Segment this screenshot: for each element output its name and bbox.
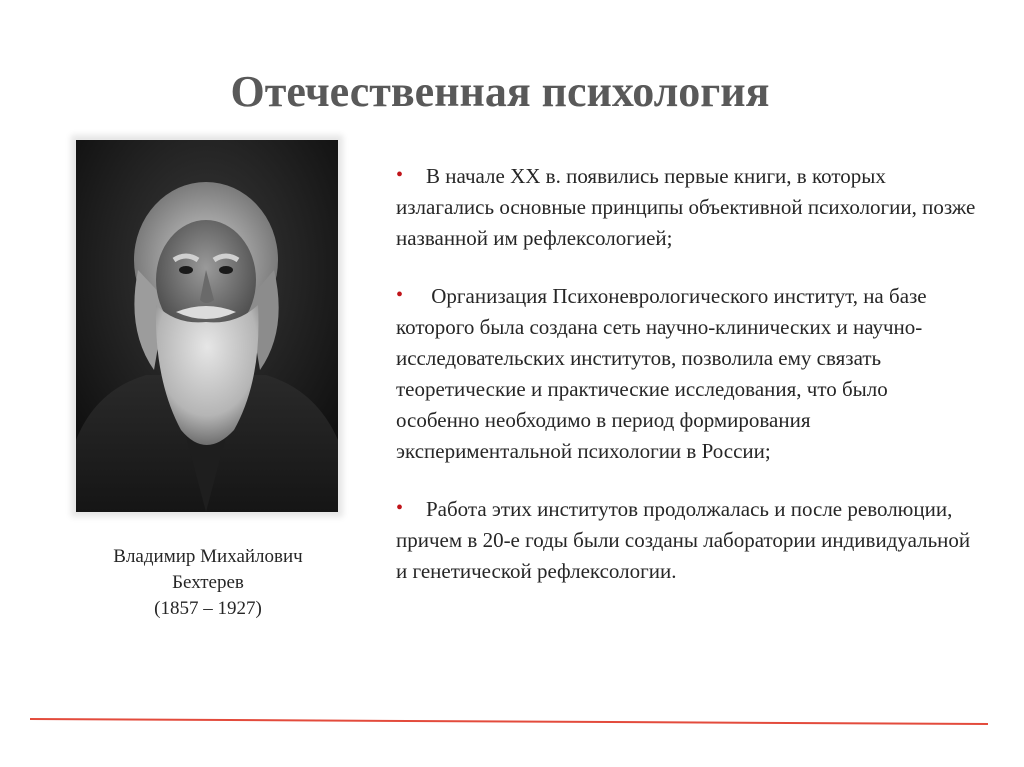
bullet-text: Работа этих институтов продолжалась и после революции, причем в 20-е годы были созданы лаборатории индивидуальной и генетической рефлексологии. — [396, 497, 971, 583]
bullet-list — [396, 160, 976, 613]
portrait-caption — [80, 544, 336, 622]
bullet-marker-icon: • — [396, 284, 404, 306]
bullet-text: Организация Психоневрологического институт, на базе которого была создана сеть научно-клинических и научно-исследовательских институтов, позволила ему связать теоретические и практические исследования, что было особенно необходимо в период формирования экспериментальной психологии в России; — [396, 284, 927, 463]
bullet-text: В начале XX в. появились первые книги, в которых излагались основные принципы объективной психологии, позже названной им рефлексологией; — [396, 164, 976, 250]
footer-divider — [30, 718, 988, 725]
bullet-item — [396, 160, 976, 254]
bullet-item — [396, 280, 976, 467]
caption-name-line1: Владимир Михайлович — [113, 546, 303, 567]
caption-years: (1857 – 1927) — [154, 598, 262, 619]
slide-title: Отечественная психология — [230, 67, 770, 116]
bullet-item — [396, 493, 976, 587]
bullet-marker-icon: • — [396, 497, 404, 519]
portrait-photo — [76, 140, 338, 512]
bullet-marker-icon: • — [396, 164, 404, 186]
bearded-man-portrait-icon — [76, 140, 338, 512]
caption-name-line2: Бехтерев — [172, 572, 244, 593]
